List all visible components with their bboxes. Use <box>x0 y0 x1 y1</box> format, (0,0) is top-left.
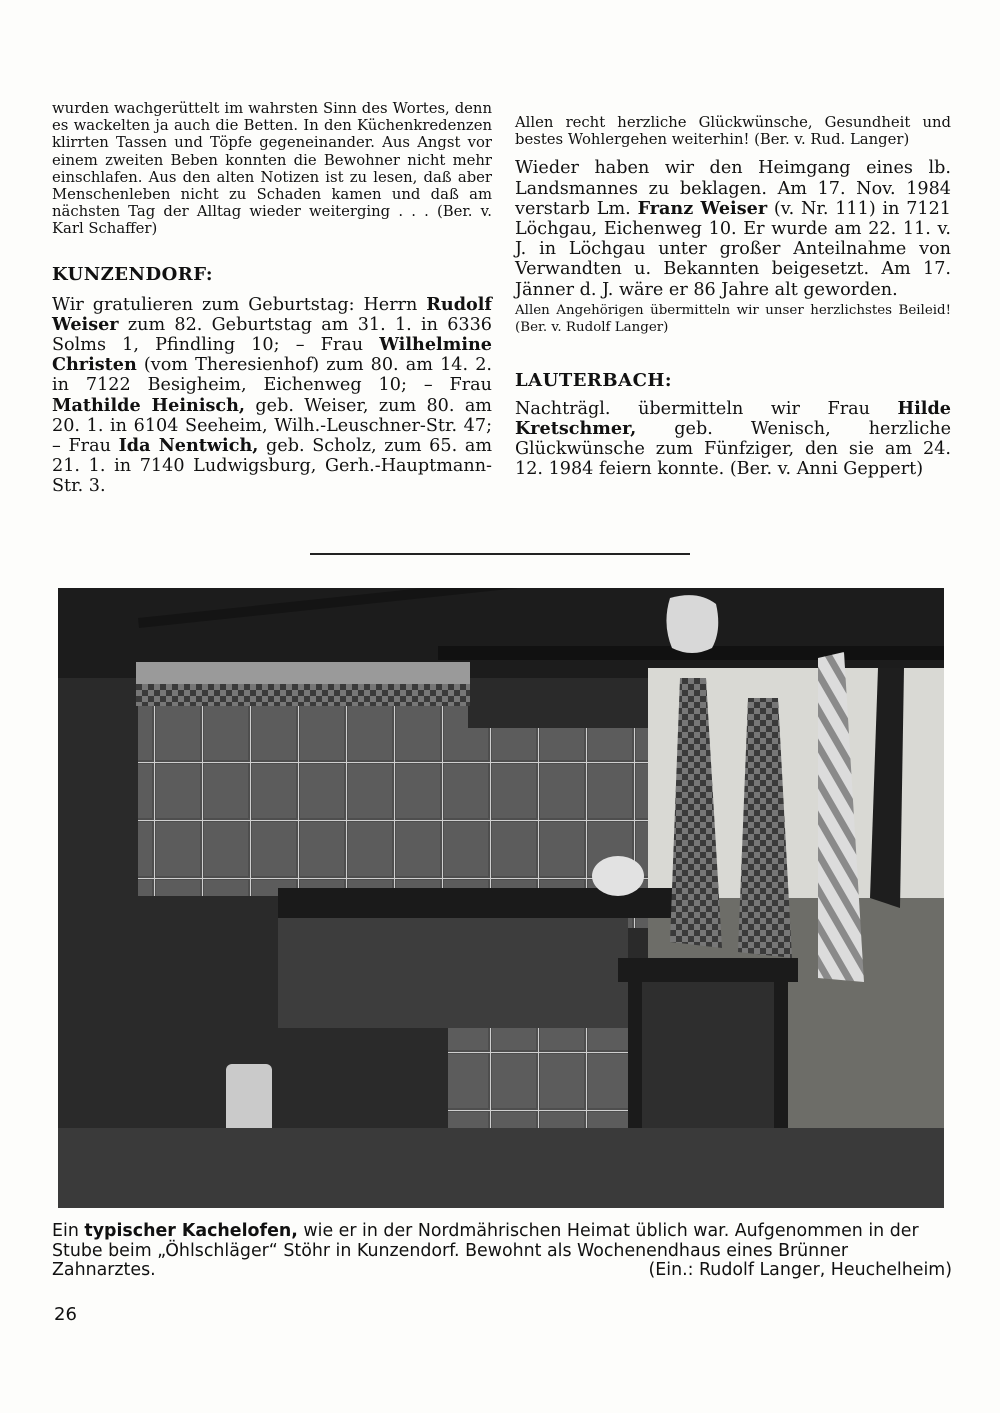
photo-illustration <box>58 588 944 1208</box>
kunzendorf-heading: KUNZENDORF: <box>52 263 213 285</box>
person-name: Hilde Kretschmer, <box>515 397 951 440</box>
photo-credit: (Ein.: Rudolf Langer, Heuchelheim) <box>648 1260 952 1281</box>
kachelofen-photo <box>58 588 944 1208</box>
photo-caption: Ein typischer Kachelofen, wie er in der Nordmährischen Heimat üblich war. Aufgenommen in der Stube beim „Öhlschläger“ Stöhr in Kunzendorf. Bewohnt als Wochenendhaus eines Brünner Zahnarztes. (Ein.: Rudolf Langer, Heuchelheim) <box>52 1221 952 1281</box>
section-divider <box>310 553 690 555</box>
condolence-paragraph: Allen Angehörigen übermitteln wir unser herzlichstes Beileid! (Ber. v. Rudolf Langer) <box>515 302 951 335</box>
caption-emphasis: typischer Kachelofen, <box>84 1221 298 1241</box>
person-name: Rudolf Weiser <box>52 293 492 335</box>
person-name: Mathilde Heinisch, <box>52 394 246 416</box>
person-name: Wilhelmine Christen <box>52 334 492 376</box>
lauterbach-heading: LAUTERBACH: <box>515 369 673 391</box>
left-column <box>52 100 492 497</box>
person-name: Ida Nentwich, <box>118 435 259 457</box>
intro-paragraph: wurden wachgerüttelt im wahrsten Sinn des Wortes, denn es wackelten ja auch die Betten. In den Küchenkredenzen klirrten Tassen und Töpfe gegeneinander. Aus Angst vor einem zweiten Beben konnten die Bewohner nicht mehr einschlafen. Aus den alten Notizen ist zu lesen, daß aber Menschenleben nicht zu Schaden kamen und daß am nächsten Tag der Alltag wieder weiterging . . . (Ber. v. Karl Schaffer) <box>52 100 492 238</box>
obituary-paragraph: Wieder haben wir den Heimgang eines lb. Landsmannes zu beklagen. Am 17. Nov. 1984 verstarb Lm. Franz Weiser (v. Nr. 111) in 7121 Löchgau, Eichenweg 10. Er wurde am 22. 11. v. J. in Löchgau unter großer Anteilnahme von Verwandten u. Bekannten beigesetzt. Am 17. Jänner d. J. wäre er 86 Jahre alt geworden. <box>515 158 951 300</box>
right-column <box>515 100 951 480</box>
person-name: Franz Weiser <box>637 197 768 219</box>
kunzendorf-paragraph: Wir gratulieren zum Geburtstag: Herrn Rudolf Weiser zum 82. Geburtstag am 31. 1. in 6336 Solms 1, Pfindling 10; – Frau Wilhelmine Christen (vom Theresienhof) zum 80. am 14. 2. in 7122 Besigheim, Eichenweg 10; – Frau Mathilde Heinisch, geb. Weiser, zum 80. am 20. 1. in 6104 Seeheim, Wilh.-Leuschner-Str. 47; – Frau Ida Nentwich, geb. Scholz, zum 65. am 21. 1. in 7140 Ludwigsburg, Gerh.-Hauptmann-Str. 3. <box>52 293 493 497</box>
page-number: 26 <box>54 1304 77 1325</box>
lauterbach-paragraph: Nachträgl. übermitteln wir Frau Hilde Kretschmer, geb. Wenisch, herzliche Glückwünsche zum Fünfziger, den sie am 24. 12. 1984 feiern konnte. (Ber. v. Anni Geppert) <box>515 397 951 480</box>
wishes-paragraph: Allen recht herzliche Glückwünsche, Gesundheit und bestes Wohlergehen weiterhin! (Ber. v. Rud. Langer) <box>515 114 951 149</box>
